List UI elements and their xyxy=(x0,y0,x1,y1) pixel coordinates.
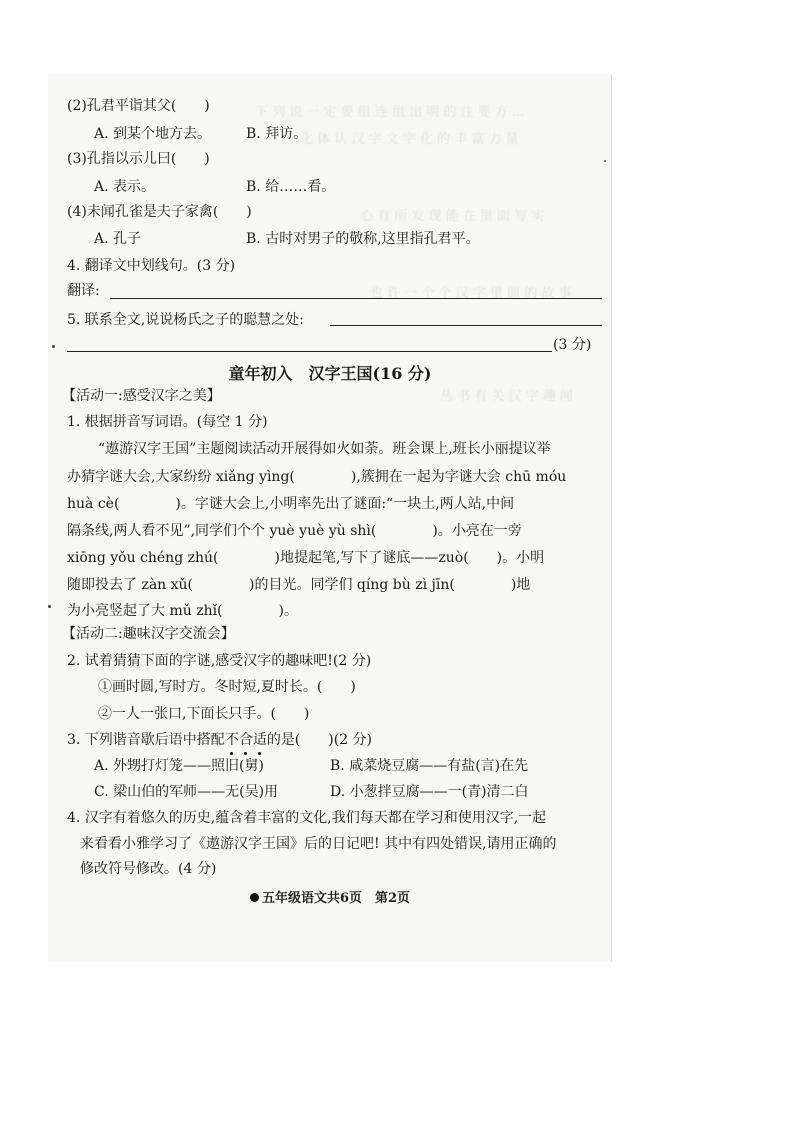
passage-line-1: “遨游汉字王国”主题阅读活动开展得如火如荼。班会课上,班长小丽提议举 xyxy=(98,441,551,457)
q5-answer-line-2[interactable] xyxy=(67,351,552,352)
activity1-heading: 【活动一:感受汉字之美】 xyxy=(62,388,221,404)
scan-speck xyxy=(604,160,606,162)
q2-2-option-a: A. 到某个地方去。 xyxy=(94,126,212,142)
bleed-through-text: 丛 书 有 关 汉 字 趣 闻 xyxy=(440,389,573,404)
xiehouyu-question-post: 的是( )(2 分) xyxy=(266,732,373,748)
q5-answer-line-1[interactable] xyxy=(330,325,602,326)
scan-speck xyxy=(52,345,55,348)
passage-line-5: xiōng yǒu chéng zhú( )地提起笔,写下了谜底——zuò( )。小明 xyxy=(67,550,545,566)
q2-3-option-b: B. 给……看。 xyxy=(246,179,336,195)
q2-4-option-b: B. 古时对男子的敬称,这里指孔君平。 xyxy=(246,231,480,247)
q2-3-stem: (3)孔指以示儿曰( ) xyxy=(67,151,210,167)
xiehouyu-option-b: B. 咸菜烧豆腐——有盐(言)在先 xyxy=(330,758,529,774)
riddle-1: ①画时圆,写时方。冬时短,夏时长。( ) xyxy=(98,679,356,695)
q5-question: 5. 联系全文,说说杨氏之子的聪慧之处: xyxy=(67,312,304,328)
section-title: 童年初入 汉字王国(16 分) xyxy=(228,364,432,383)
bleed-through-text: 也 许 一 个 个 汉 字 里 面 的 故 事 xyxy=(370,286,572,301)
passage-line-2: 办猜字谜大会,大家纷纷 xiǎng yìng( ),簇拥在一起为字谜大会 chū móu xyxy=(67,469,567,485)
footer-text: 五年级语文共6页 第2页 xyxy=(261,891,411,906)
pinyin-question: 1. 根据拼音写词语。(每空 1 分) xyxy=(67,414,268,430)
diary-question-line-3: 修改符号修改。(4 分) xyxy=(80,861,217,877)
translate-question: 4. 翻译文中划线句。(3 分) xyxy=(67,258,236,274)
passage-line-6: 随即投去了 zàn xǔ( )的目光。同学们 qíng bù zì jīn( )地 xyxy=(67,577,531,593)
passage-line-3: huà cè( )。字谜大会上,小明率先出了谜面:“一块土,两人站,中间 xyxy=(67,496,515,512)
bleed-through-text: 下 列 说 一 定 要 组 连 组 出 明 的 注 要 方 ... xyxy=(255,105,525,120)
footer-bullet-icon xyxy=(250,893,259,902)
scan-speck xyxy=(48,605,51,608)
q2-2-stem: (2)孔君平诣其父( ) xyxy=(67,98,210,114)
riddle-question: 2. 试着猜猜下面的字谜,感受汉字的趣味吧!(2 分) xyxy=(67,653,372,669)
q5-score: (3 分) xyxy=(553,337,592,353)
xiehouyu-option-c: C. 梁山伯的军师——无(吴)用 xyxy=(94,784,279,800)
translate-answer-line[interactable] xyxy=(110,298,602,299)
diary-question-line-1: 4. 汉字有着悠久的历史,蕴含着丰富的文化,我们每天都在学习和使用汉字,一起 xyxy=(67,810,547,826)
q2-2-option-b: B. 拜访。 xyxy=(246,126,308,142)
passage-line-4: 隔条线,两人看不见”,同学们个个 yuè yuè yù shì( )。小亮在一旁 xyxy=(67,523,522,539)
xiehouyu-option-a: A. 外甥打灯笼——照旧(舅) xyxy=(94,758,264,774)
passage-line-7: 为小亮竖起了大 mǔ zhǐ( )。 xyxy=(67,603,298,619)
activity2-heading: 【活动二:趣味汉字交流会】 xyxy=(62,626,235,642)
q2-4-stem: (4)未闻孔雀是夫子家禽( ) xyxy=(67,204,252,220)
diary-question-line-2: 来看看小雅学习了《遨游汉字王国》后的日记吧! 其中有四处错误,请用正确的 xyxy=(80,836,557,852)
riddle-2: ②一人一张口,下面长只手。( ) xyxy=(98,706,310,722)
xiehouyu-emphasis: 不合适 xyxy=(224,732,267,748)
translate-label: 翻译: xyxy=(67,283,100,299)
q2-4-option-a: A. 孔子 xyxy=(94,231,142,247)
bleed-through-text: 化 体 认 汉 字 文 字 化 的 丰 富 力 量 xyxy=(300,132,519,147)
page-footer xyxy=(0,887,660,906)
q2-3-option-a: A. 表示。 xyxy=(94,179,156,195)
xiehouyu-option-d: D. 小葱拌豆腐——一(青)清二白 xyxy=(330,784,529,800)
xiehouyu-question-pre: 3. 下列谐音歇后语中搭配 xyxy=(67,732,225,748)
bleed-through-text: 心 有 所 发 现 能 在 里 面 写 实 xyxy=(360,209,545,224)
xiehouyu-question xyxy=(67,730,372,750)
